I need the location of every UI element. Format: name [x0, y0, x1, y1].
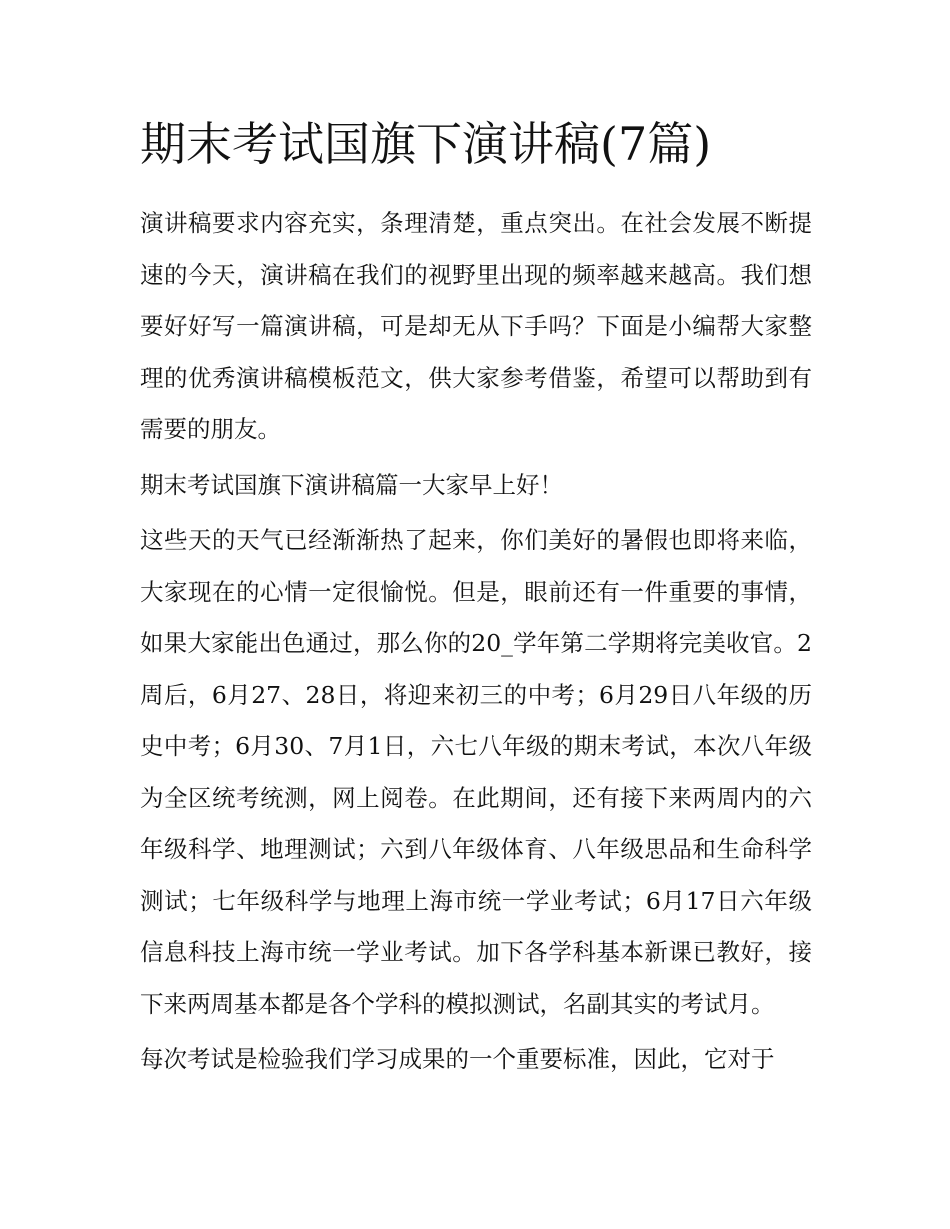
paragraph-heading-greeting: 期末考试国旗下演讲稿篇一大家早上好！: [140, 470, 563, 499]
document-title: 期末考试国旗下演讲稿(7篇): [140, 117, 712, 171]
document-body: [140, 198, 812, 1090]
paragraph-intro: 演讲稿要求内容充实，条理清楚，重点突出。在社会发展不断提速的今天，演讲稿在我们的视野里出现的频率越来越高。我们想要好好写一篇演讲稿，可是却无从下手吗？下面是小编帮大家整理的优秀演讲稿模板范文，供大家参考借鉴，希望可以帮助到有需要的朋友。: [140, 209, 812, 443]
paragraph-exam-schedule: 这些天的天气已经渐渐热了起来，你们美好的暑假也即将来临，大家现在的心情一定很愉悦。但是，眼前还有一件重要的事情，如果大家能出色通过，那么你的20_学年第二学期将完美收官。2周后，6月27、28日，将迎来初三的中考；6月29日八年级的历史中考；6月30、7月1日，六七八年级的期末考试，本次八年级为全区统考统测，网上阅卷。在此期间，还有接下来两周内的六年级科学、地理测试；六到八年级体育、八年级思品和生命科学测试；七年级科学与地理上海市统一学业考试；6月17日六年级信息科技上海市统一学业考试。加下各学科基本新课已教好，接下来两周基本都是各个学科的模拟测试，名副其实的考试月。: [140, 526, 812, 1018]
paragraph-exam-importance: 每次考试是检验我们学习成果的一个重要标准，因此，它对于: [140, 1045, 775, 1073]
